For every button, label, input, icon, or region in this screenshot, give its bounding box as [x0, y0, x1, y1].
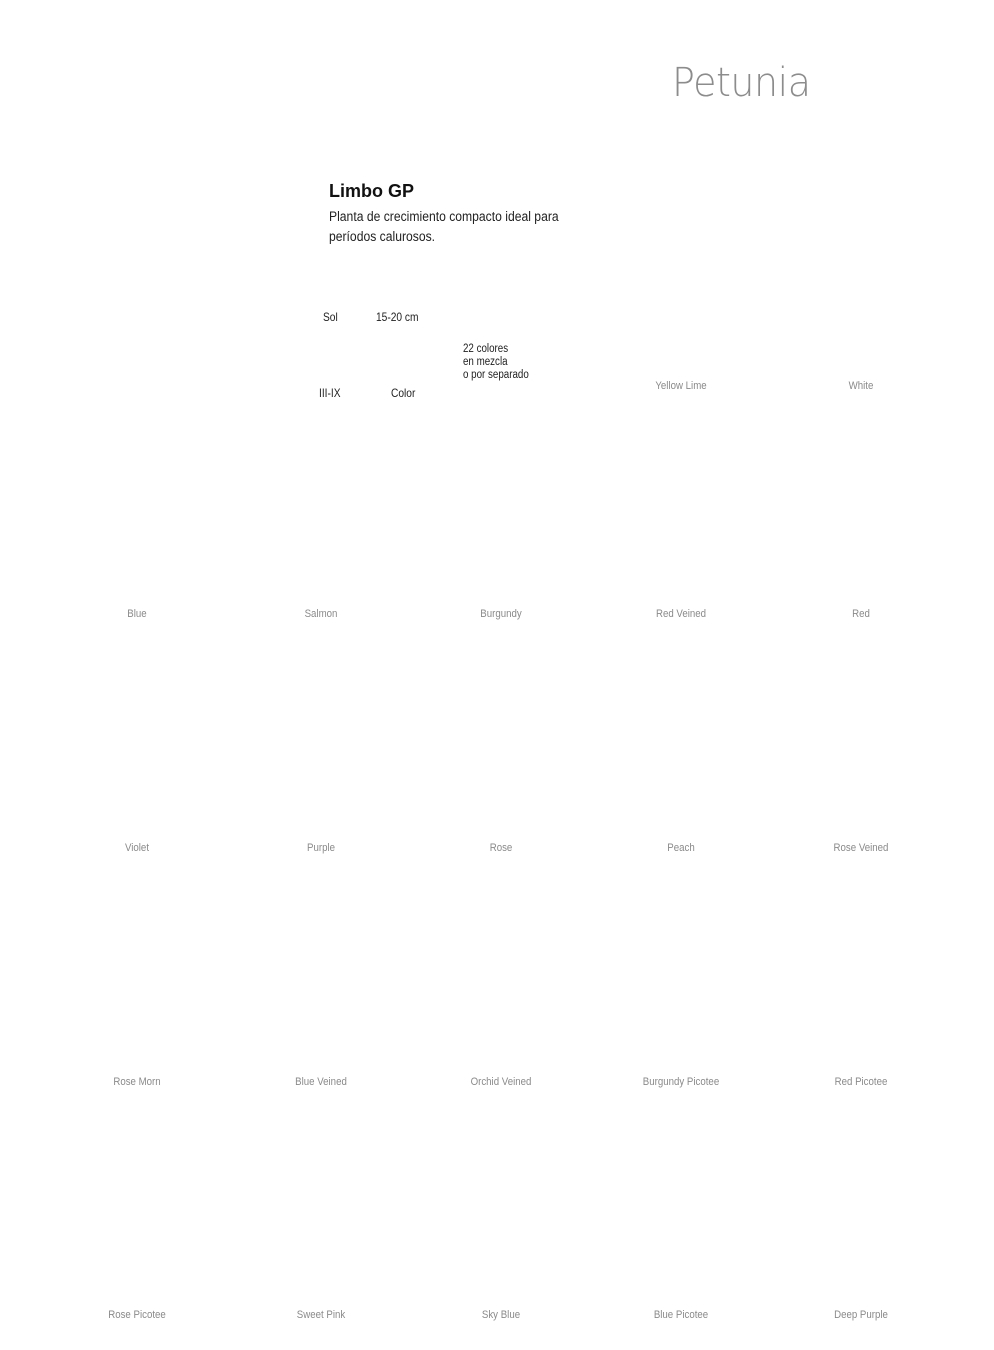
variety-label: Burgundy: [480, 608, 522, 620]
variety-label: Salmon: [304, 608, 338, 620]
variety-label: Blue: [127, 608, 147, 620]
product-title: Limbo GP: [329, 181, 414, 201]
description-line: Planta de crecimiento compacto ideal para: [329, 209, 559, 224]
variety-label: Rose Picotee: [108, 1309, 166, 1321]
variety-label: Rose Morn: [113, 1076, 161, 1088]
variety-label: Sweet Pink: [296, 1309, 346, 1321]
description-line: períodos calurosos.: [329, 229, 436, 244]
variety-label: Deep Purple: [834, 1309, 888, 1321]
variety-label: Rose: [489, 842, 513, 854]
variety-label: Yellow Lime: [655, 380, 707, 392]
spec-colors-info: [463, 343, 529, 382]
genus-title: Petunia: [672, 60, 811, 106]
spec-height: 15-20 cm: [376, 310, 419, 324]
variety-label: Blue Picotee: [653, 1309, 709, 1321]
variety-label: Blue Veined: [295, 1076, 347, 1088]
variety-label: Red: [852, 608, 870, 620]
colors-line: en mezcla: [463, 356, 508, 368]
variety-label: Red Veined: [655, 608, 707, 620]
colors-line: 22 colores: [463, 343, 509, 355]
variety-label: Red Picotee: [834, 1076, 888, 1088]
variety-label: Burgundy Picotee: [642, 1076, 720, 1088]
variety-label: Violet: [124, 842, 150, 854]
spec-exposure: Sol: [323, 310, 338, 324]
product-description: [329, 207, 563, 247]
variety-label: Orchid Veined: [470, 1076, 532, 1088]
variety-label: Sky Blue: [481, 1309, 521, 1321]
colors-line: o por separado: [463, 369, 529, 381]
spec-season: III-IX: [319, 386, 341, 400]
variety-label: Rose Veined: [833, 842, 889, 854]
variety-label: Peach: [667, 842, 695, 854]
variety-label: White: [848, 380, 874, 392]
variety-label: Purple: [307, 842, 335, 854]
spec-color-label: Color: [391, 386, 416, 400]
